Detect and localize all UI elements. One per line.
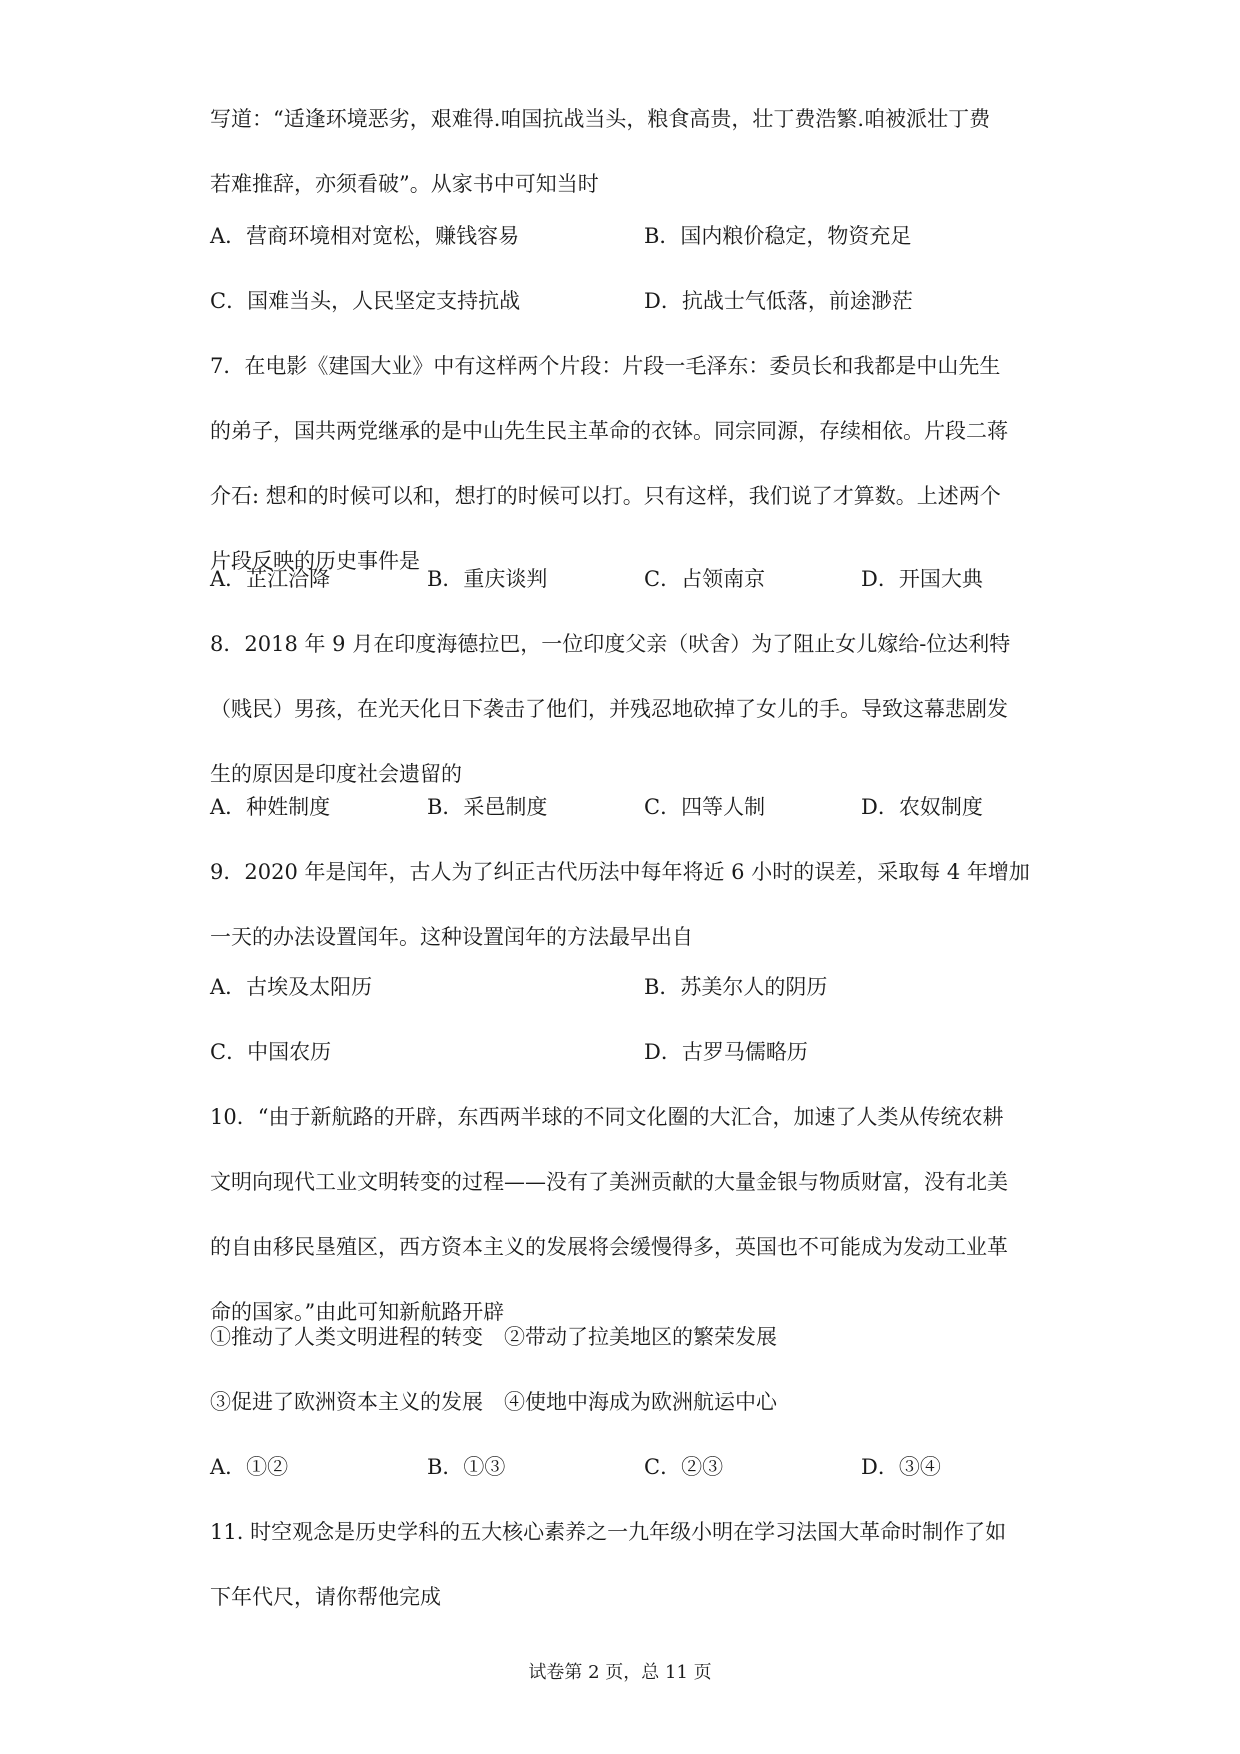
statement-line: ③促进了欧洲资本主义的发展 ④使地中海成为欧洲航运中心: [210, 1390, 777, 1414]
question-8-stem: [210, 629, 1040, 789]
option-a[interactable]: A．营商环境相对宽松，赚钱容易: [210, 224, 520, 248]
question-10-statements: [210, 1322, 1040, 1417]
stem-line: 生的原因是印度社会遗留的: [210, 762, 462, 786]
stem-line: 9．2020 年是闰年，古人为了纠正古代历法中每年将近 6 小时的误差，采取每 4 年增加: [210, 860, 1030, 884]
stem-line: 8．2018 年 9 月在印度海德拉巴，一位印度父亲（吠舍）为了阻止女儿嫁给-位达利特: [210, 632, 1011, 656]
option-b[interactable]: B．苏美尔人的阴历: [644, 975, 828, 999]
option-d[interactable]: D．古罗马儒略历: [644, 1040, 808, 1064]
option-c[interactable]: C．②③: [644, 1455, 724, 1479]
question-9-options-row-1: [210, 972, 1040, 1002]
question-9-options-row-2: [210, 1037, 1040, 1067]
option-d[interactable]: D．③④: [861, 1455, 941, 1479]
option-b[interactable]: B．重庆谈判: [427, 567, 548, 591]
question-7-stem: [210, 351, 1040, 576]
option-c[interactable]: C．中国农历: [210, 1040, 332, 1064]
question-6-stem: [210, 104, 1040, 199]
question-10-stem: [210, 1102, 1040, 1327]
option-a[interactable]: A．①②: [210, 1455, 289, 1479]
option-c[interactable]: C．国难当头，人民坚定支持抗战: [210, 289, 521, 313]
question-10-options: [210, 1452, 1040, 1482]
stem-line: 命的国家。”由此可知新航路开辟: [210, 1300, 505, 1324]
stem-line: 写道：“适逢环境恶劣，艰难得.咱国抗战当头，粮食高贵，壮丁费浩繁.咱被派壮丁费: [210, 107, 991, 131]
statement-line: ①推动了人类文明进程的转变 ②带动了拉美地区的繁荣发展: [210, 1325, 777, 1349]
stem-line: 的自由移民垦殖区，西方资本主义的发展将会缓慢得多，英国也不可能成为发动工业革: [210, 1235, 1008, 1259]
option-c[interactable]: C．占领南京: [644, 567, 766, 591]
stem-line: 片段反映的历史事件是: [210, 549, 420, 573]
page-footer: 试卷第 2 页，总 11 页: [528, 1662, 712, 1683]
stem-line: 的弟子，国共两党继承的是中山先生民主革命的衣钵。同宗同源，存续相依。片段二蒋: [210, 419, 1008, 443]
option-c[interactable]: C．四等人制: [644, 795, 766, 819]
stem-line: （贱民）男孩，在光天化日下袭击了他们，并残忍地砍掉了女儿的手。导致这幕悲剧发: [210, 697, 1008, 721]
option-b[interactable]: B．①③: [427, 1455, 506, 1479]
stem-line: 10．“由于新航路的开辟，东西两半球的不同文化圈的大汇合，加速了人类从传统农耕: [210, 1105, 1004, 1129]
stem-line: 文明向现代工业文明转变的过程——没有了美洲贡献的大量金银与物质财富，没有北美: [210, 1170, 1008, 1194]
option-a[interactable]: A．种姓制度: [210, 795, 331, 819]
option-b[interactable]: B．国内粮价稳定，物资充足: [644, 224, 912, 248]
question-6-options-row-2: [210, 286, 1040, 316]
option-d[interactable]: D．抗战士气低落，前途渺茫: [644, 289, 913, 313]
stem-line: 一天的办法设置闰年。这种设置闰年的方法最早出自: [210, 925, 693, 949]
question-8-options: [210, 792, 1040, 822]
question-7-options: [210, 564, 1040, 594]
stem-line: 介石: 想和的时候可以和，想打的时候可以打。只有这样，我们说了才算数。上述两个: [210, 484, 1001, 508]
option-b[interactable]: B．采邑制度: [427, 795, 548, 819]
option-a[interactable]: A．芷江洽降: [210, 567, 331, 591]
option-d[interactable]: D．农奴制度: [861, 795, 983, 819]
option-a[interactable]: A．古埃及太阳历: [210, 975, 373, 999]
question-11-stem: [210, 1517, 1040, 1612]
stem-line: 若难推辞，亦须看破”。从家书中可知当时: [210, 172, 599, 196]
stem-line: 7．在电影《建国大业》中有这样两个片段：片段一毛泽东：委员长和我都是中山先生: [210, 354, 1001, 378]
question-9-stem: [210, 857, 1040, 952]
stem-line: 下年代尺，请你帮他完成: [210, 1585, 441, 1609]
stem-line: 11. 时空观念是历史学科的五大核心素养之一九年级小明在学习法国大革命时制作了如: [210, 1520, 1007, 1544]
option-d[interactable]: D．开国大典: [861, 567, 983, 591]
question-6-options-row-1: [210, 221, 1040, 251]
